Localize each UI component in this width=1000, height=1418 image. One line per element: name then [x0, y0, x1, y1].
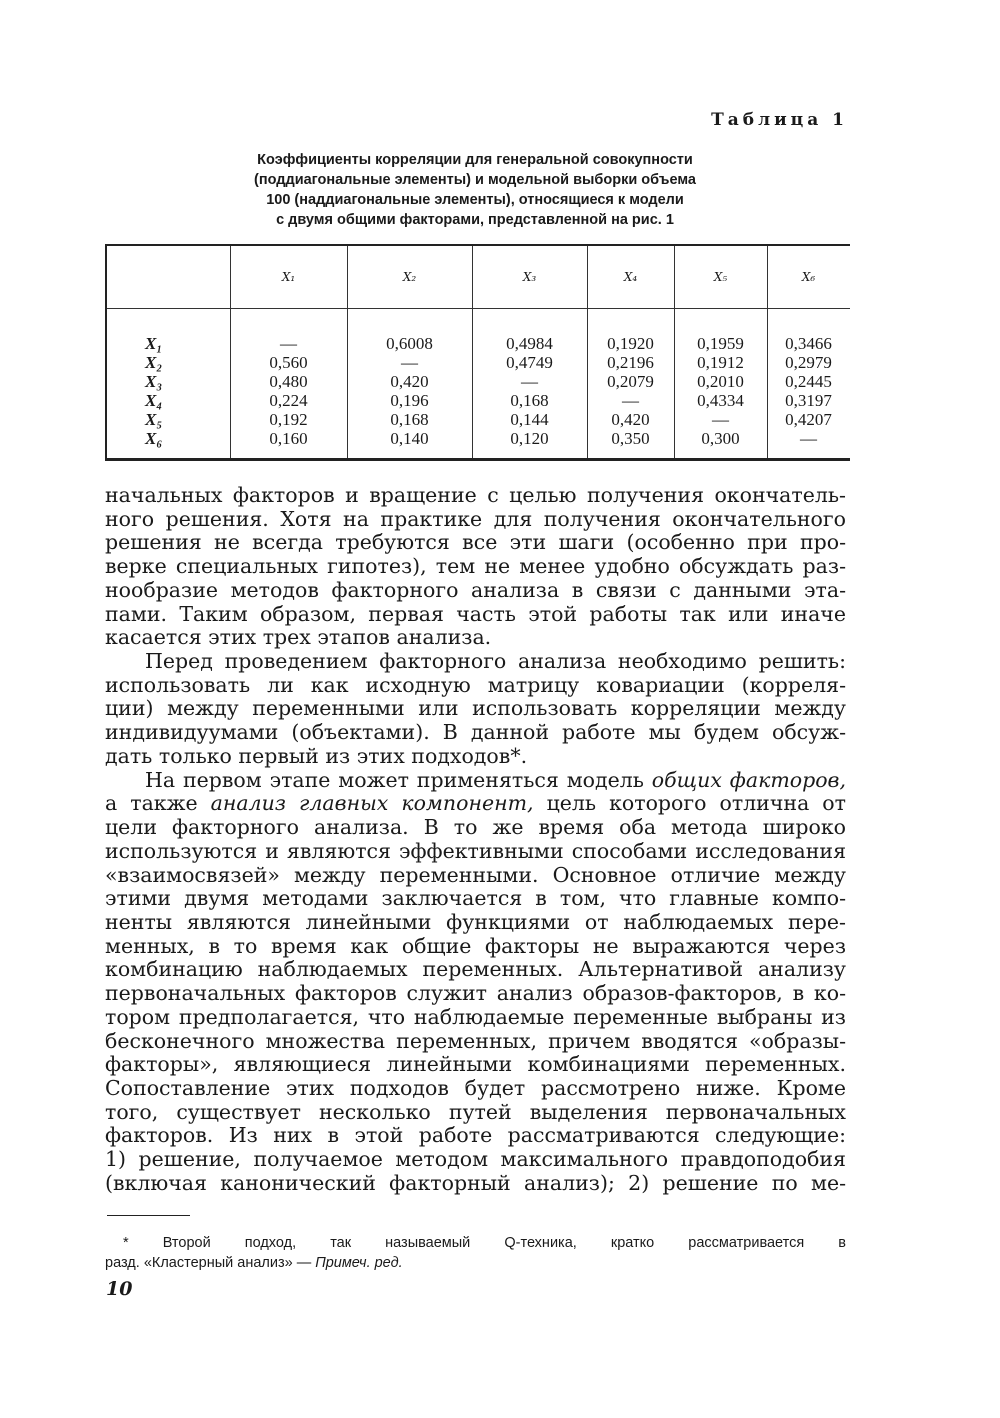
- text-line: дать только первый из этих подходов*.: [105, 743, 528, 768]
- table-cell: 0,160: [269, 429, 308, 448]
- correlation-table: [105, 244, 850, 461]
- text-line: факторы», являющиеся линейными комбинациями переменных.: [105, 1052, 846, 1077]
- text-line: [105, 769, 846, 793]
- row-label: X₄: [145, 391, 163, 410]
- text-line: [105, 792, 846, 816]
- italic-term: общих факторов,: [651, 767, 847, 792]
- table-cell: 0,420: [611, 410, 650, 429]
- table-cell: 0,1920: [607, 334, 654, 353]
- table-cell: 0,4334: [697, 391, 744, 410]
- text-line: решения не всегда требуются все эти шаги (особенно при про-: [105, 530, 846, 555]
- table-cell: —: [280, 334, 297, 353]
- table-cell: —: [712, 410, 729, 429]
- table-cell: 0,6008: [386, 334, 433, 353]
- text-line: пами. Таким образом, первая часть этой работы так или иначе: [105, 601, 846, 626]
- column-header: X₆: [801, 270, 816, 284]
- table-cell: 0,224: [269, 391, 308, 410]
- row-label: X₁: [145, 334, 163, 353]
- table-cell: 0,560: [269, 353, 308, 372]
- column-header: X₄: [623, 270, 638, 284]
- page-number: 10: [106, 1278, 133, 1300]
- text-line: используются и являются эффективными способами исследования: [105, 838, 846, 863]
- table-cell: 0,1959: [697, 334, 744, 353]
- table-cell: 0,144: [510, 410, 549, 429]
- text-line: индивидуумами (объектами). В данной работе мы будем обсуж-: [105, 720, 846, 745]
- table-cell: 0,196: [390, 391, 429, 410]
- table-cell: —: [800, 429, 817, 448]
- table-cell: —: [622, 391, 639, 410]
- footnote-line: [105, 1253, 846, 1273]
- footnote-note: Примеч. ред.: [315, 1255, 403, 1271]
- footnote-divider: [107, 1215, 190, 1216]
- text-line: «взаимосвязей» между переменными. Основное отличие между: [105, 862, 846, 887]
- table-cell: 0,480: [269, 372, 308, 391]
- column-header: X₂: [402, 270, 417, 284]
- table-cell: 0,1912: [697, 353, 744, 372]
- text-line: касается этих трех этапов анализа.: [105, 625, 492, 650]
- caption-line: (поддиагональные элементы) и модельной выборки объема: [254, 172, 696, 188]
- row-label: X₆: [145, 429, 163, 448]
- table-cell: 0,300: [701, 429, 740, 448]
- text-line: начальных факторов и вращение с целью получения окончатель-: [105, 483, 846, 507]
- table-cell: 0,4984: [506, 334, 553, 353]
- text-line: Сопоставление этих подходов будет рассмотрено ниже. Кроме: [105, 1075, 846, 1100]
- table-cell: 0,2010: [697, 372, 744, 391]
- column-header: X₁: [281, 270, 296, 284]
- text-line: менных, в то время как общие факторы не выражаются через: [105, 933, 846, 958]
- text-line: первоначальных факторов служит анализ образов-факторов, в ко-: [105, 981, 846, 1006]
- text-line: верке специальных гипотез), тем не менее удобно обсуждать раз-: [105, 554, 846, 579]
- text-line: Перед проведением факторного анализа необходимо решить:: [145, 649, 846, 674]
- text-line: тором предполагается, что наблюдаемые переменные выбраны из: [105, 1004, 846, 1029]
- text-line: ного решения. Хотя на практике для получения окончательного: [105, 506, 846, 531]
- header-divider: [107, 308, 850, 309]
- table-cell: 0,140: [390, 429, 429, 448]
- caption-line: с двумя общими факторами, представленной на рис. 1: [276, 212, 674, 228]
- column-header: X₅: [713, 270, 728, 284]
- text-line: ции) между переменными или использовать корреляции между: [105, 696, 846, 721]
- text-line: нообразие методов факторного анализа в связи с данными эта-: [105, 577, 846, 602]
- body-text: [105, 484, 846, 1196]
- row-label: X₃: [145, 372, 163, 391]
- caption-line: Коэффициенты корреляции для генеральной совокупности: [257, 152, 693, 168]
- table-cell: 0,2979: [785, 353, 832, 372]
- table-cell: 0,3466: [785, 334, 832, 353]
- text-line: цели факторного анализа. В то же время оба метода широко: [105, 815, 846, 840]
- table-cell: 0,2079: [607, 372, 654, 391]
- text-line: использовать ли как исходную матрицу ковариации (корреля-: [105, 672, 846, 697]
- text-line: комбинацию наблюдаемых переменных. Альтернативой анализу: [105, 957, 846, 982]
- table-cell: 0,3197: [785, 391, 832, 410]
- table-cell: 0,350: [611, 429, 650, 448]
- text-line: (включая канонический факторный анализ); 2) решение по ме-: [105, 1170, 846, 1195]
- row-label: X₅: [145, 410, 163, 429]
- table-cell: 0,420: [390, 372, 429, 391]
- table-cell: 0,120: [510, 429, 549, 448]
- column-header: X₃: [522, 270, 537, 284]
- text-line: бесконечного множества переменных, причем вводятся «образы-: [105, 1028, 846, 1053]
- text-line: этими двумя методами заключается в том, что главные компо-: [105, 886, 846, 911]
- footnote-line: * Второй подход, так называемый Q-техника, кратко рассматривается в: [123, 1235, 846, 1251]
- footnote: [105, 1233, 846, 1273]
- table-label: Таблица 1: [711, 110, 848, 130]
- table-cell: 0,4207: [785, 410, 832, 429]
- italic-term: анализ главных компонент,: [210, 791, 534, 816]
- text-span: На первом этапе может применяться модель: [145, 767, 652, 792]
- text-span: а также: [105, 791, 211, 816]
- table-cell: 0,192: [269, 410, 308, 429]
- footnote-text: разд. «Кластерный анализ» —: [105, 1255, 316, 1271]
- text-line: 1) решение, получаемое методом максимального правдоподобия: [105, 1147, 846, 1172]
- table-cell: 0,2196: [607, 353, 654, 372]
- text-line: факторов. Из них в этой работе рассматриваются следующие:: [105, 1123, 846, 1148]
- table-cell: —: [401, 353, 418, 372]
- table-cell: 0,168: [390, 410, 429, 429]
- text-line: ненты являются линейными функциями от наблюдаемых пере-: [105, 909, 846, 934]
- table-cell: 0,4749: [506, 353, 553, 372]
- table-cell: 0,168: [510, 391, 549, 410]
- text-span: цель которого отлична от: [533, 791, 846, 816]
- text-line: того, существует несколько путей выделения первоначальных: [105, 1099, 846, 1124]
- caption-line: 100 (наддиагональные элементы), относящиеся к модели: [266, 192, 684, 208]
- table-cell: —: [521, 372, 538, 391]
- row-label: X₂: [145, 353, 163, 372]
- table-caption: [150, 150, 800, 230]
- table-cell: 0,2445: [785, 372, 832, 391]
